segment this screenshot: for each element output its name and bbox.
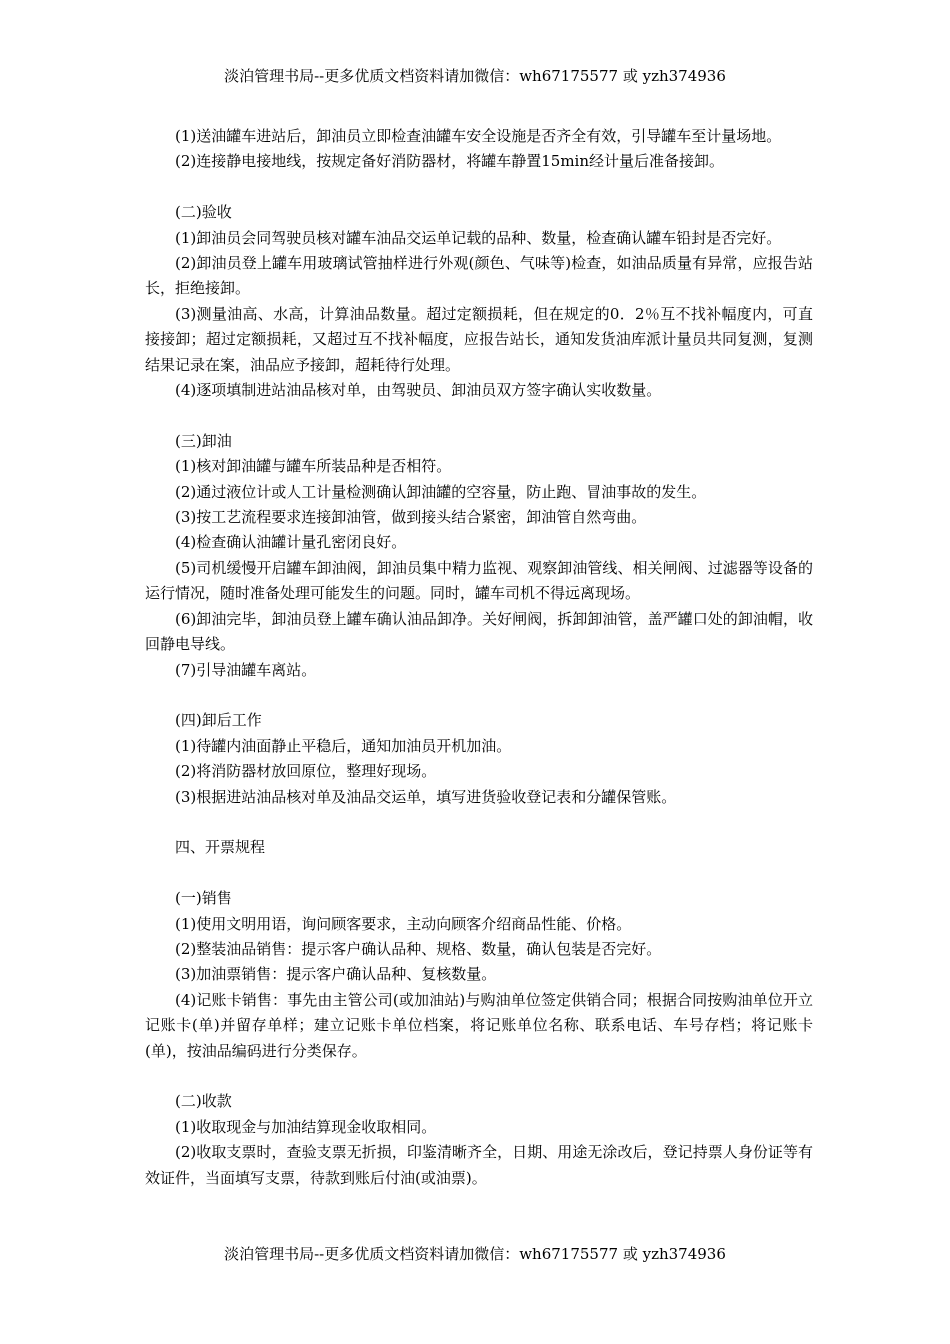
paragraph: (3)按工艺流程要求连接卸油管，做到接头结合紧密，卸油管自然弯曲。 xyxy=(175,508,647,527)
paragraph: (3)根据进站油品核对单及油品交运单，填写进货验收登记表和分罐保管账。 xyxy=(175,787,677,806)
paragraph: (1)送油罐车进站后，卸油员立即检查油罐车安全设施是否齐全有效，引导罐车至计量场地。 xyxy=(175,127,782,145)
paragraph: (三)卸油 xyxy=(175,431,232,450)
paragraph: (2)将消防器材放回原位，整理好现场。 xyxy=(175,762,437,781)
paragraph: (2)连接静电接地线，按规定备好消防器材，将罐车静置15min经计量后准备接卸。 xyxy=(175,152,725,171)
paragraph-spacer xyxy=(145,1064,813,1089)
paragraph: (7)引导油罐车离站。 xyxy=(175,660,317,679)
page-footer: 淡泊管理书局--更多优质文档资料请加微信：wh67175577 或 yzh374936 xyxy=(224,1245,726,1263)
paragraph: (2)通过液位计或人工计量检测确认卸油罐的空容量，防止跑、冒油事故的发生。 xyxy=(175,482,707,501)
paragraph-spacer xyxy=(145,403,813,428)
paragraph: (3)测量油高、水高，计算油品数量。超过定额损耗，但在规定的0．2％互不找补幅度内，可直接接卸；超过定额损耗，又超过互不找补幅度，应报告站长，通知发货油库派计量员共同复测，复测结果记录在案，油品应予接卸，超耗待行处理。 xyxy=(145,304,813,374)
paragraph: (2)收取支票时，查验支票无折损，印鉴清晰齐全，日期、用途无涂改后，登记持票人身份证等有效证件，当面填写支票，待款到账后付油(或油票)。 xyxy=(145,1143,813,1187)
paragraph: (二)收款 xyxy=(175,1092,232,1111)
paragraph: (一)销售 xyxy=(175,889,232,908)
paragraph-spacer xyxy=(145,810,813,835)
paragraph: (四)卸后工作 xyxy=(175,711,262,730)
paragraph: (1)收取现金与加油结算现金收取相同。 xyxy=(175,1117,437,1136)
paragraph: (5)司机缓慢开启罐车卸油阀，卸油员集中精力监视、观察卸油管线、相关闸阀、过滤器等设备的运行情况，随时准备处理可能发生的问题。同时，罐车司机不得远离现场。 xyxy=(145,558,813,603)
paragraph: (4)记账卡销售：事先由主管公司(或加油站)与购油单位签定供销合同；根据合同按购油单位开立记账卡(单)并留存单样；建立记账卡单位档案，将记账单位名称、联系电话、车号存档；将记账卡(单)，按油品编码进行分类保存。 xyxy=(145,990,813,1060)
paragraph: (二)验收 xyxy=(175,203,232,222)
page-header: 淡泊管理书局--更多优质文档资料请加微信：wh67175577 或 yzh374936 xyxy=(224,67,726,85)
paragraph-spacer xyxy=(145,683,813,708)
paragraph: (1)待罐内油面静止平稳后，通知加油员开机加油。 xyxy=(175,736,512,755)
paragraph: 四、开票规程 xyxy=(175,838,266,857)
document-body xyxy=(145,124,813,1191)
paragraph: (4)检查确认油罐计量孔密闭良好。 xyxy=(175,533,407,552)
paragraph: (2)卸油员登上罐车用玻璃试管抽样进行外观(颜色、气味等)检查，如油品质量有异常，应报告站长，拒绝接卸。 xyxy=(145,254,813,298)
paragraph: (2)整装油品销售：提示客户确认品种、规格、数量，确认包装是否完好。 xyxy=(175,939,662,958)
paragraph-spacer xyxy=(145,175,813,200)
paragraph: (1)使用文明用语，询问顾客要求，主动向顾客介绍商品性能、价格。 xyxy=(175,914,632,933)
paragraph: (1)卸油员会同驾驶员核对罐车油品交运单记载的品种、数量，检查确认罐车铅封是否完好。 xyxy=(175,228,782,247)
paragraph: (1)核对卸油罐与罐车所装品种是否相符。 xyxy=(175,457,452,476)
paragraph: (6)卸油完毕，卸油员登上罐车确认油品卸净。关好闸阀，拆卸卸油管，盖严罐口处的卸油帽，收回静电导线。 xyxy=(145,609,813,654)
paragraph-spacer xyxy=(145,861,813,886)
paragraph: (3)加油票销售：提示客户确认品种、复核数量。 xyxy=(175,965,497,984)
paragraph: (4)逐项填制进站油品核对单，由驾驶员、卸油员双方签字确认实收数量。 xyxy=(175,381,662,400)
